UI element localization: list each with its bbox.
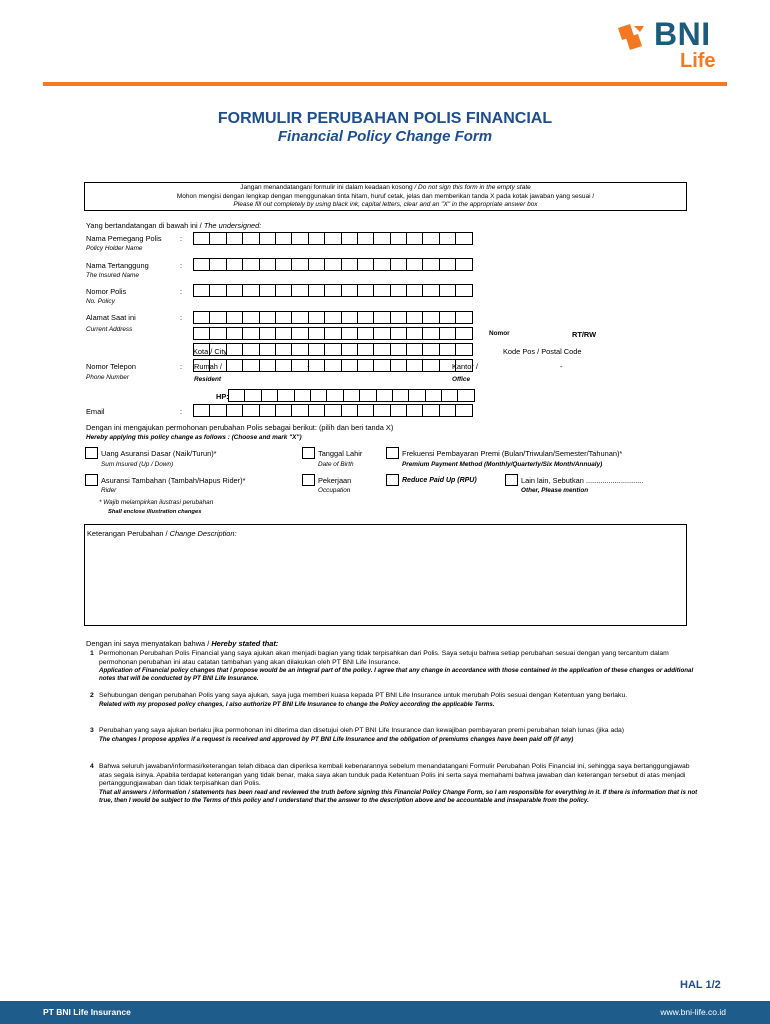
instruction-1-en: / Do not sign this form in the empty state — [414, 184, 531, 191]
input-cell[interactable] — [357, 404, 374, 417]
input-cell[interactable] — [408, 389, 425, 402]
input-cell[interactable] — [209, 284, 226, 297]
point-1-number: 1 — [90, 650, 94, 657]
input-cell[interactable] — [291, 232, 308, 245]
input-cell[interactable] — [373, 232, 390, 245]
footer-company: PT BNI Life Insurance — [43, 1007, 131, 1017]
input-cell[interactable] — [439, 327, 456, 340]
phone-label: Nomor Telepon — [86, 362, 136, 371]
point-2-en: Related with my proposed policy changes, I also authorize PT BNI Life Insurance to change the Policy according the applicable Terms. — [99, 700, 495, 708]
input-cell[interactable] — [193, 404, 210, 417]
input-cell[interactable] — [376, 389, 393, 402]
option-dob-checkbox[interactable] — [302, 447, 315, 459]
input-cell[interactable] — [226, 343, 243, 356]
address-label-en: Current Address — [86, 326, 133, 333]
input-cell[interactable] — [324, 343, 341, 356]
option-rider-en: Rider — [101, 487, 117, 494]
input-cell[interactable] — [341, 284, 358, 297]
footer-website-link[interactable]: www.bni-life.co.id — [660, 1007, 726, 1017]
colon: : — [180, 362, 183, 371]
input-cell[interactable] — [242, 404, 259, 417]
input-cell[interactable] — [422, 343, 439, 356]
input-cell[interactable] — [455, 232, 472, 245]
input-cell[interactable] — [341, 327, 358, 340]
input-cell[interactable] — [193, 311, 210, 324]
input-cell[interactable] — [373, 284, 390, 297]
input-cell[interactable] — [291, 258, 308, 271]
input-cell[interactable] — [425, 389, 442, 402]
input-cell[interactable] — [275, 327, 292, 340]
option-frequency-en: Premium Payment Method (Monthly/Quarterly/Six Month/Annualy) — [402, 461, 603, 468]
request-label: Dengan ini mengajukan permohonan perubahan Polis sebagai berikut: (pilih dan beri tanda X) — [86, 423, 394, 432]
input-cell[interactable] — [275, 343, 292, 356]
holder-name-input[interactable] — [193, 232, 472, 245]
colon: : — [180, 407, 183, 416]
insured-label: Nama Tertanggung — [86, 261, 149, 270]
phone-home-input[interactable] — [193, 359, 472, 372]
option-other-checkbox[interactable] — [505, 474, 518, 486]
input-cell[interactable] — [406, 311, 423, 324]
input-cell[interactable] — [324, 327, 341, 340]
point-2-number: 2 — [90, 692, 94, 699]
point-4-id: Bahwa seluruh jawaban/informasi/keterangan telah dibaca dan diperiksa kembali kebenarannya sebelum menandatangani Formulir Perubahan Polis Financial ini, sehingga saya bertanggungjawab atas segala isinya. Apabila terdapat keterangan yang tidak benar, maka saya akan tunduk pada Ketentuan Polis ini serta saya memahami bahwa jawaban dan keterangan tersebut di atas menjadi pertanggungjawaban dan tidak terpisahkan dari Polis. — [99, 763, 690, 788]
input-cell[interactable] — [455, 327, 472, 340]
statement-label: Dengan ini saya menyatakan bahwa / Hereby stated that: — [86, 639, 279, 648]
input-cell[interactable] — [455, 284, 472, 297]
input-cell[interactable] — [392, 389, 409, 402]
input-cell[interactable] — [193, 327, 210, 340]
input-cell[interactable] — [259, 404, 276, 417]
input-cell[interactable] — [226, 404, 243, 417]
input-cell[interactable] — [308, 232, 325, 245]
option-other-en: Other, Please mention — [521, 487, 589, 494]
city-input[interactable] — [193, 343, 472, 356]
point-3 — [99, 727, 699, 744]
logo-brand: BNI — [654, 16, 711, 52]
input-cell[interactable] — [291, 343, 308, 356]
request-label-en: Hereby applying this policy change as follows : (Choose and mark "X") — [86, 434, 302, 441]
input-cell[interactable] — [406, 232, 423, 245]
input-cell[interactable] — [373, 258, 390, 271]
input-cell[interactable] — [357, 311, 374, 324]
input-cell[interactable] — [275, 232, 292, 245]
input-cell[interactable] — [406, 327, 423, 340]
point-4-en: That all answers / information / statements has been read and reviewed the truth before signing this Financial Policy Change Form, so I am responsible for everything in it. If there is information that is not true, then I would be subject to the Terms of this policy and I understand that the answer to the description above and be accountable and inseparable from the policy. — [99, 788, 698, 804]
point-4-number: 4 — [90, 763, 94, 770]
input-cell[interactable] — [193, 232, 210, 245]
option-rider-checkbox[interactable] — [85, 474, 98, 486]
input-cell[interactable] — [390, 311, 407, 324]
point-1-id: Permohonan Perubahan Polis Financial yang saya ajukan akan menjadi bagian yang tidak terpisahkan dari Polis. Saya setuju bahwa setiap perubahan sesuai dengan yang tercantum dalam permohonan perubahan ini atau catatan tambahan yang akan dilakukan oleh PT BNI Life Insurance. — [99, 650, 669, 666]
input-cell[interactable] — [209, 327, 226, 340]
input-cell[interactable] — [259, 258, 276, 271]
input-cell[interactable] — [324, 232, 341, 245]
input-cell[interactable] — [308, 258, 325, 271]
email-input[interactable] — [193, 404, 472, 417]
rtrw-label: RT/RW — [572, 330, 597, 339]
input-cell[interactable] — [406, 284, 423, 297]
hp-input[interactable] — [228, 389, 474, 402]
input-cell[interactable] — [261, 389, 278, 402]
input-cell[interactable] — [422, 311, 439, 324]
option-rpu-checkbox[interactable] — [386, 474, 399, 486]
input-cell[interactable] — [228, 389, 245, 402]
input-cell[interactable] — [341, 404, 358, 417]
point-2 — [99, 692, 699, 709]
input-cell[interactable] — [326, 389, 343, 402]
input-cell[interactable] — [341, 232, 358, 245]
postal-code-label: Kode Pos / Postal Code — [503, 347, 582, 356]
input-cell[interactable] — [357, 258, 374, 271]
input-cell[interactable] — [209, 258, 226, 271]
input-cell[interactable] — [226, 327, 243, 340]
input-cell[interactable] — [242, 327, 259, 340]
colon: : — [180, 287, 183, 296]
point-2-id: Sehubungan dengan perubahan Polis yang saya ajukan, saya juga memberi kuasa kepada PT BNI Life Insurance untuk merubah Polis sesuai dengan Ketentuan yang berlaku. — [99, 692, 628, 699]
option-frequency-checkbox[interactable] — [386, 447, 399, 459]
input-cell[interactable] — [406, 404, 423, 417]
input-cell[interactable] — [341, 311, 358, 324]
input-cell[interactable] — [226, 284, 243, 297]
input-cell[interactable] — [193, 284, 210, 297]
input-cell[interactable] — [457, 389, 474, 402]
input-cell[interactable] — [341, 343, 358, 356]
undersigned-label: Yang bertandatangan di bawah ini / The undersigned: — [86, 221, 262, 230]
input-cell[interactable] — [390, 359, 407, 372]
input-cell[interactable] — [406, 343, 423, 356]
policy-no-input[interactable] — [193, 284, 472, 297]
nomor-label: Nomor — [489, 330, 510, 337]
address-line-2-input[interactable] — [193, 327, 472, 340]
logo-sub: Life — [680, 50, 716, 72]
option-occupation-en: Occupation — [318, 487, 351, 494]
home-label: Rumah / — [194, 362, 222, 371]
input-cell[interactable] — [275, 258, 292, 271]
input-cell[interactable] — [308, 284, 325, 297]
instruction-2-id: Mohon mengisi dengan lengkap dengan menggunakan tinta hitam, huruf cetak, jelas dan memberikan tanda X pada kotak jawaban yang sesuai / — [176, 192, 595, 200]
input-cell[interactable] — [390, 284, 407, 297]
holder-label: Nama Pemegang Polis — [86, 234, 162, 243]
input-cell[interactable] — [441, 389, 458, 402]
option-occupation-checkbox[interactable] — [302, 474, 315, 486]
phone-label-en: Phone Number — [86, 374, 129, 381]
colon: : — [180, 313, 183, 322]
input-cell[interactable] — [373, 327, 390, 340]
input-cell[interactable] — [357, 343, 374, 356]
input-cell[interactable] — [242, 359, 259, 372]
point-1 — [99, 650, 699, 683]
holder-label-en: Policy Holder Name — [86, 245, 143, 252]
input-cell[interactable] — [259, 359, 276, 372]
input-cell[interactable] — [226, 359, 243, 372]
colon: : — [180, 234, 183, 243]
home-label-en: Resident — [194, 376, 221, 383]
option-sum-insured-label: Uang Asuransi Dasar (Naik/Turun)* — [101, 449, 217, 458]
input-cell[interactable] — [259, 284, 276, 297]
input-cell[interactable] — [226, 258, 243, 271]
input-cell[interactable] — [357, 327, 374, 340]
dash: - — [560, 362, 563, 371]
address-line-1-input[interactable] — [193, 311, 472, 324]
option-other-label: Lain lain, Sebutkan ............................ — [521, 476, 644, 485]
policy-no-label-en: No. Policy — [86, 298, 115, 305]
input-cell[interactable] — [439, 258, 456, 271]
input-cell[interactable] — [242, 343, 259, 356]
input-cell[interactable] — [275, 359, 292, 372]
input-cell[interactable] — [439, 311, 456, 324]
input-cell[interactable] — [422, 258, 439, 271]
input-cell[interactable] — [359, 389, 376, 402]
input-cell[interactable] — [226, 311, 243, 324]
input-cell[interactable] — [439, 232, 456, 245]
input-cell[interactable] — [390, 327, 407, 340]
instruction-3-en: Please fill out completely by using black ink, capital letters, clear and an "X" in the appropriate answer box — [233, 201, 538, 208]
input-cell[interactable] — [259, 232, 276, 245]
input-cell[interactable] — [244, 389, 261, 402]
input-cell[interactable] — [455, 258, 472, 271]
option-rpu-label: Reduce Paid Up (RPU) — [402, 477, 477, 484]
input-cell[interactable] — [324, 284, 341, 297]
input-cell[interactable] — [341, 258, 358, 271]
input-cell[interactable] — [259, 311, 276, 324]
input-cell[interactable] — [373, 343, 390, 356]
input-cell[interactable] — [324, 258, 341, 271]
input-cell[interactable] — [357, 284, 374, 297]
description-label: Keterangan Perubahan / Change Description: — [87, 529, 237, 538]
input-cell[interactable] — [422, 232, 439, 245]
input-cell[interactable] — [242, 284, 259, 297]
point-1-en: Application of Financial policy changes that I propose would be an integral part of the policy. I agree that any change in accordance with those contained in the application of these changes or additional notes that will be conducted by PT BNI Life Insurance. — [99, 667, 694, 683]
page-number: HAL 1/2 — [680, 979, 721, 991]
input-cell[interactable] — [242, 232, 259, 245]
dash: - — [307, 362, 310, 371]
input-cell[interactable] — [390, 404, 407, 417]
colon: : — [180, 261, 183, 270]
input-cell[interactable] — [308, 359, 325, 372]
city-label: Kota / City — [193, 347, 228, 356]
input-cell[interactable] — [209, 311, 226, 324]
option-sum-insured-en: Sum Insured (Up / Down) — [101, 461, 174, 468]
input-cell[interactable] — [373, 359, 390, 372]
input-cell[interactable] — [422, 404, 439, 417]
instruction-box — [84, 182, 687, 211]
option-frequency-label: Frekuensi Pembayaran Premi (Bulan/Triwulan/Semester/Tahunan)* — [402, 449, 623, 458]
input-cell[interactable] — [390, 258, 407, 271]
bni-life-logo — [614, 16, 734, 72]
input-cell[interactable] — [390, 232, 407, 245]
input-cell[interactable] — [308, 311, 325, 324]
input-cell[interactable] — [277, 389, 294, 402]
email-label: Email — [86, 407, 105, 416]
input-cell[interactable] — [343, 389, 360, 402]
input-cell[interactable] — [439, 404, 456, 417]
point-4 — [99, 763, 699, 805]
point-3-number: 3 — [90, 727, 94, 734]
point-3-id: Perubahan yang saya ajukan berlaku jika permohonan ini diterima dan disetujui oleh PT BNI Life Insurance dan kewajiban pembayaran premi perubahan telah lunas (jika ada) — [99, 727, 625, 734]
hp-label: HP: — [216, 392, 229, 401]
input-cell[interactable] — [209, 232, 226, 245]
input-cell[interactable] — [324, 404, 341, 417]
input-cell[interactable] — [291, 327, 308, 340]
input-cell[interactable] — [341, 359, 358, 372]
input-cell[interactable] — [422, 284, 439, 297]
option-rider-label: Asuransi Tambahan (Tambah/Hapus Rider)* — [101, 476, 246, 485]
form-subtitle: Financial Policy Change Form — [277, 128, 493, 145]
option-occupation-label: Pekerjaan — [318, 476, 352, 485]
input-cell[interactable] — [275, 284, 292, 297]
input-cell[interactable] — [242, 311, 259, 324]
input-cell[interactable] — [259, 327, 276, 340]
input-cell[interactable] — [455, 311, 472, 324]
input-cell[interactable] — [275, 311, 292, 324]
input-cell[interactable] — [209, 404, 226, 417]
note-en: Shall enclose illustration changes — [108, 509, 202, 515]
input-cell[interactable] — [226, 232, 243, 245]
form-title: FORMULIR PERUBAHAN POLIS FINANCIAL — [217, 110, 553, 127]
office-label: Kantor / — [452, 362, 478, 371]
input-cell[interactable] — [422, 327, 439, 340]
address-label: Alamat Saat ini — [86, 313, 136, 322]
footer-bar — [0, 1001, 770, 1024]
input-cell[interactable] — [373, 311, 390, 324]
input-cell[interactable] — [406, 359, 423, 372]
insured-name-input[interactable] — [193, 258, 472, 271]
input-cell[interactable] — [455, 343, 472, 356]
insured-label-en: The Insured Name — [86, 272, 139, 279]
input-cell[interactable] — [193, 258, 210, 271]
input-cell[interactable] — [291, 311, 308, 324]
input-cell[interactable] — [294, 389, 311, 402]
input-cell[interactable] — [275, 404, 292, 417]
input-cell[interactable] — [291, 404, 308, 417]
input-cell[interactable] — [291, 284, 308, 297]
input-cell[interactable] — [308, 327, 325, 340]
option-dob-en: Date of Birth — [318, 461, 354, 468]
input-cell[interactable] — [439, 343, 456, 356]
point-3-en: The changes I propose applies if a request is received and approved by PT BNI Life Insurance and the obligation of premiums changes have been paid off (if any) — [99, 735, 574, 743]
policy-no-label: Nomor Polis — [86, 287, 127, 296]
bni-swirl-icon — [616, 22, 652, 52]
input-cell[interactable] — [324, 311, 341, 324]
input-cell[interactable] — [308, 343, 325, 356]
office-label-en: Office — [452, 376, 470, 383]
note-id: * Wajib melampirkan ilustrasi perubahan — [99, 499, 214, 506]
input-cell[interactable] — [357, 359, 374, 372]
input-cell[interactable] — [455, 404, 472, 417]
input-cell[interactable] — [357, 232, 374, 245]
input-cell[interactable] — [406, 258, 423, 271]
header-divider — [43, 82, 727, 86]
instruction-1-id: Jangan menandatangani formulir ini dalam keadaan kosong — [240, 184, 413, 191]
option-dob-label: Tanggal Lahir — [318, 449, 363, 458]
input-cell[interactable] — [422, 359, 439, 372]
option-sum-insured-checkbox[interactable] — [85, 447, 98, 459]
input-cell[interactable] — [308, 404, 325, 417]
change-description-box[interactable] — [84, 524, 687, 626]
input-cell[interactable] — [310, 389, 327, 402]
input-cell[interactable] — [439, 284, 456, 297]
input-cell[interactable] — [324, 359, 341, 372]
input-cell[interactable] — [390, 343, 407, 356]
input-cell[interactable] — [242, 258, 259, 271]
input-cell[interactable] — [259, 343, 276, 356]
input-cell[interactable] — [373, 404, 390, 417]
